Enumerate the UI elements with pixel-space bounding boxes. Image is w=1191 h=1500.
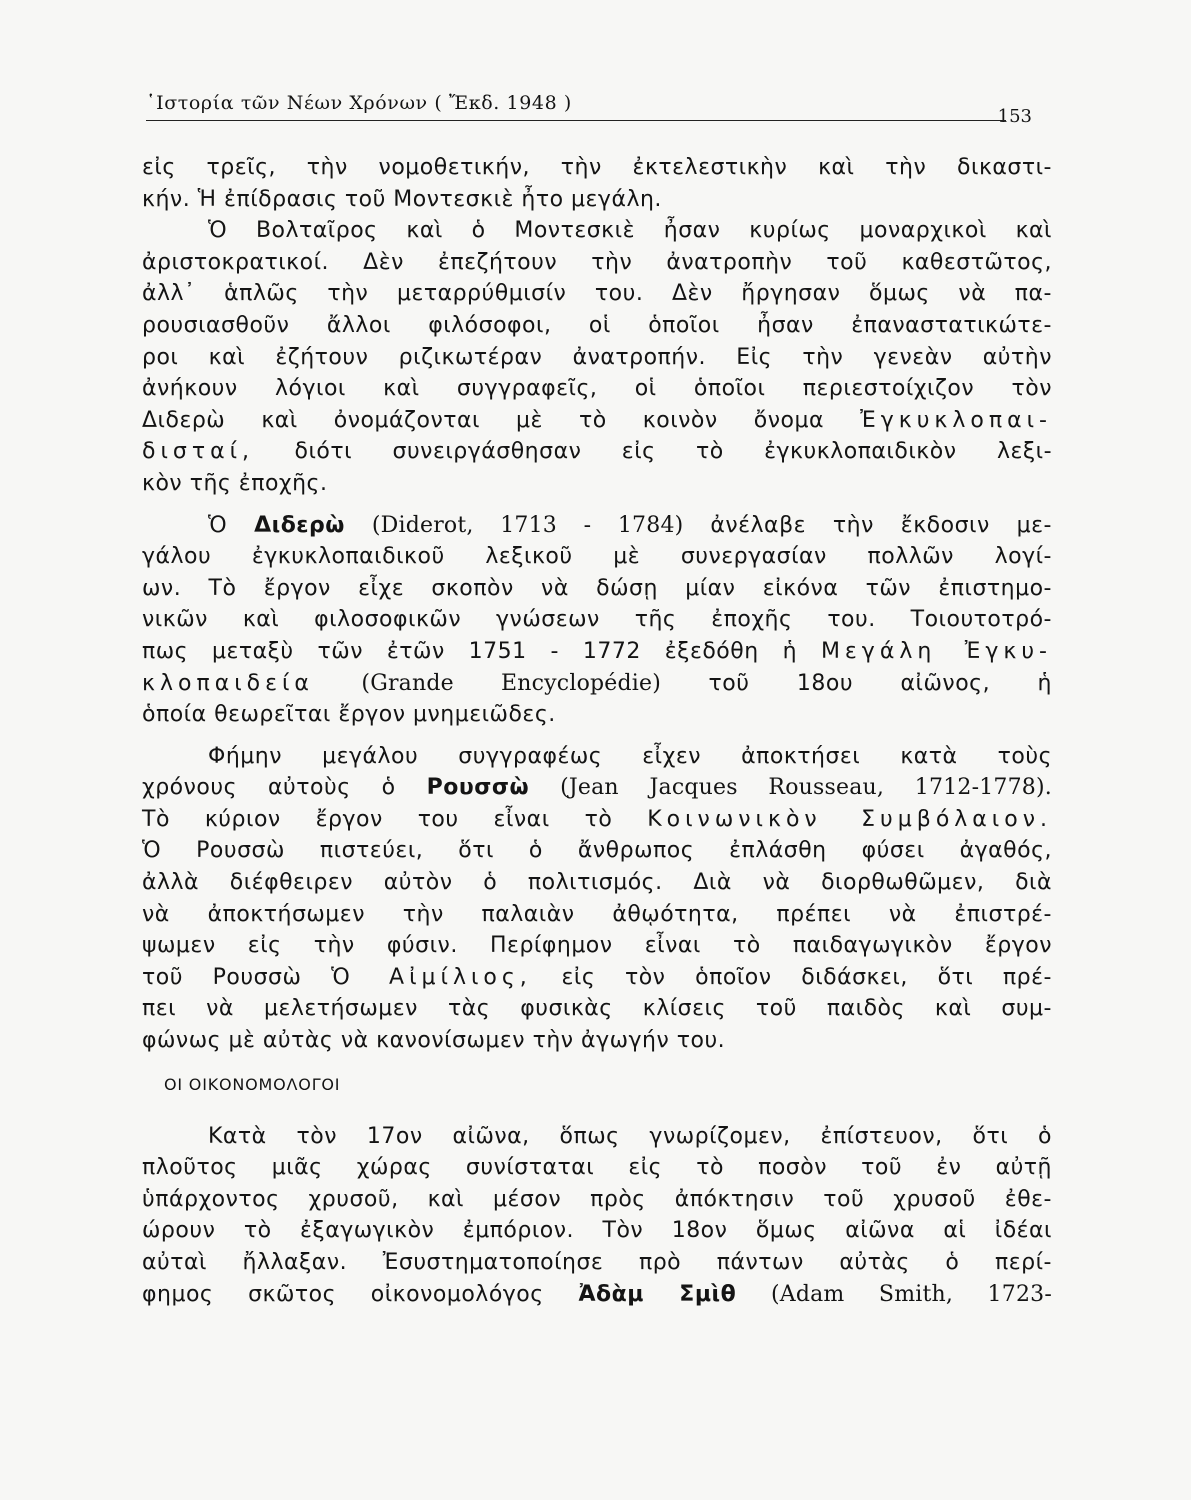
text-line: ἀλλὰ διέφθειρεν αὐτὸν ὁ πολιτισμός. Διὰ νὰ διορθωθῶμεν, διὰ [142, 870, 1052, 896]
text-line: φώνως μὲ αὐτὰς νὰ κανονίσωμεν τὴν ἀγωγήν του. [142, 1028, 726, 1054]
text-span: πως μεταξὺ τῶν ἐτῶν 1751 - 1772 ἐξεδόθη ἡ [142, 638, 798, 664]
section-heading: ΟΙ ΟΙΚΟΝΟΜΟΛΟΓΟΙ [164, 1074, 341, 1094]
text-line: ὁποία θεωρεῖται ἔργον μνημειῶδες. [142, 702, 556, 728]
text-line: ἀλλ᾽ ἁπλῶς τὴν μεταρρύθμισίν του. Δὲν ἤργησαν ὅμως νὰ πα- [142, 281, 1052, 307]
name-rousseau: Ρουσσὼ [426, 775, 530, 801]
text-line: εἰς τρεῖς, τὴν νομοθετικήν, τὴν ἐκτελεστικὴν καὶ τὴν δικαστι- [142, 155, 1052, 180]
text-line [142, 804, 1052, 836]
text-line: πλοῦτος μιᾶς χώρας συνίσταται εἰς τὸ ποσὸν τοῦ ἐν αὐτῇ [142, 1155, 1052, 1181]
text-span: ἀνέλαβε τὴν ἔκδοσιν με- [710, 512, 1052, 538]
text-line: νὰ ἀποκτήσωμεν τὴν παλαιὰν ἀθῳότητα, πρέπει νὰ ἐπιστρέ- [142, 901, 1052, 927]
text-line: ὑπάρχοντος χρυσοῦ, καὶ μέσον πρὸς ἀπόκτησιν τοῦ χρυσοῦ ἐθε- [142, 1186, 1052, 1212]
spaced-term: Μεγάλη Ἐγκυ- [820, 638, 1052, 664]
text-line: Κατὰ τὸν 17ον αἰῶνα, ὅπως γνωρίζομεν, ἐπίστευον, ὅτι ὁ [208, 1123, 1052, 1149]
text-line: νικῶν καὶ φιλοσοφικῶν γνώσεων τῆς ἐποχῆς του. Τοιουτοτρό- [142, 607, 1052, 633]
text-line: γάλου ἐγκυκλοπαιδικοῦ λεξικοῦ μὲ συνεργασίαν πολλῶν λογί- [142, 544, 1052, 570]
name-diderot: Διδερὼ [254, 512, 345, 538]
text-line [142, 436, 1052, 468]
text-line [142, 668, 1052, 700]
header-rule [146, 120, 1006, 121]
text-line [142, 510, 1052, 542]
paragraph-gap [142, 731, 1052, 741]
spaced-term: Κοινωνικὸν Συμβόλαιον. [647, 806, 1052, 832]
text-line: Φήμην μεγάλου συγγραφέως εἶχεν ἀποκτήσει κατὰ τοὺς [208, 743, 1052, 769]
paragraph-gap [142, 1057, 1052, 1067]
text-line: ἀνήκουν λόγιοι καὶ συγγραφεῖς, οἱ ὁποῖοι περιεστοίχιζον τὸν [142, 376, 1052, 402]
paragraph-gap [142, 500, 1052, 510]
text-span: χρόνους αὐτοὺς ὁ [142, 775, 396, 801]
text-span: τοῦ Ρουσσὼ [142, 964, 302, 990]
text-span: εἰς τὸν ὁποῖον διδάσκει, ὅτι πρέ- [561, 964, 1052, 990]
name-adam-smith: Ἀδὰμ Σμὶθ [578, 1281, 737, 1307]
text-line: ώρουν τὸ ἐξαγωγικὸν ἐμπόριον. Τὸν 18ον ὅμως αἰῶνα αἱ ἰδέαι [142, 1218, 1052, 1244]
text-line [142, 636, 1052, 668]
text-line: ἀριστοκρατικοί. Δὲν ἐπεζήτουν τὴν ἀνατροπὴν τοῦ καθεστῶτος, [142, 249, 1052, 275]
latin-name: (Jean Jacques Rousseau, 1712-1778). [560, 775, 1052, 801]
text-line: αὐταὶ ἤλλαξαν. Ἐσυστηματοποίησε πρὸ πάντων αὐτὰς ὁ περί- [142, 1250, 1052, 1275]
text-line: ψωμεν εἰς τὴν φύσιν. Περίφημον εἶναι τὸ παιδαγωγικὸν ἔργον [142, 933, 1052, 959]
text-span: Διδερὼ καὶ ὀνομάζονται μὲ τὸ κοινὸν ὄνομα [142, 407, 824, 433]
paragraph-gap [142, 1103, 1052, 1121]
text-line [142, 1279, 1052, 1311]
text-line: Ὁ Βολταῖρος καὶ ὁ Μοντεσκιὲ ἦσαν κυρίως μοναρχικοὶ καὶ [208, 218, 1052, 244]
spaced-term: Ὁ Αἰμίλιος, [331, 964, 532, 990]
text-span: φημος σκῶτος οἰκονομολόγος [142, 1281, 544, 1307]
text-span: τοῦ 18ου αἰῶνος, ἡ [708, 670, 1052, 696]
spaced-term: δισταί, [142, 439, 255, 465]
text-line: Ὁ Ρουσσὼ πιστεύει, ὅτι ὁ ἄνθρωπος ἐπλάσθη φύσει ἀγαθός, [142, 838, 1052, 864]
body-text [142, 152, 1052, 1310]
running-title: ῾Ιστορία τῶν Νέων Χρόνων ( Ἔκδ. 1948 ) [146, 92, 572, 114]
spaced-term: Ἐγκυκλοπαι- [860, 407, 1052, 433]
text-line: κήν. Ἡ ἐπίδρασις τοῦ Μοντεσκιὲ ἦτο μεγάλη. [142, 186, 662, 212]
text-line: ροι καὶ ἐζήτουν ριζικωτέραν ἀνατροπήν. Εἰς τὴν γενεὰν αὐτὴν [142, 344, 1052, 370]
text-span: Τὸ κύριον ἔργον του εἶναι τὸ [142, 806, 613, 832]
text-line: ων. Τὸ ἔργον εἶχε σκοπὸν νὰ δώσῃ μίαν εἰκόνα τῶν ἐπιστημο- [142, 575, 1052, 601]
text-line: ρουσιασθοῦν ἄλλοι φιλόσοφοι, οἱ ὁποῖοι ἦσαν ἐπαναστατικώτε- [142, 312, 1052, 338]
text-span: διότι συνειργάσθησαν εἰς τὸ ἐγκυκλοπαιδικὸν λεξι- [294, 439, 1053, 465]
text-line [142, 962, 1052, 994]
latin-name: (Diderot, 1713 - 1784) [371, 512, 684, 538]
text-line: πει νὰ μελετήσωμεν τὰς φυσικὰς κλίσεις τοῦ παιδὸς καὶ συμ- [142, 996, 1052, 1022]
text-line [142, 772, 1052, 804]
spaced-term: κλοπαιδεία [142, 670, 314, 696]
latin-name: (Adam Smith, 1723- [770, 1281, 1052, 1307]
text-line [142, 405, 1052, 437]
latin-title: (Grande Encyclopédie) [361, 670, 662, 696]
text-line: κὸν τῆς ἐποχῆς. [142, 470, 328, 496]
running-head [146, 84, 1046, 132]
page-number: 153 [997, 106, 1032, 127]
text-span: Ὁ [208, 512, 228, 538]
